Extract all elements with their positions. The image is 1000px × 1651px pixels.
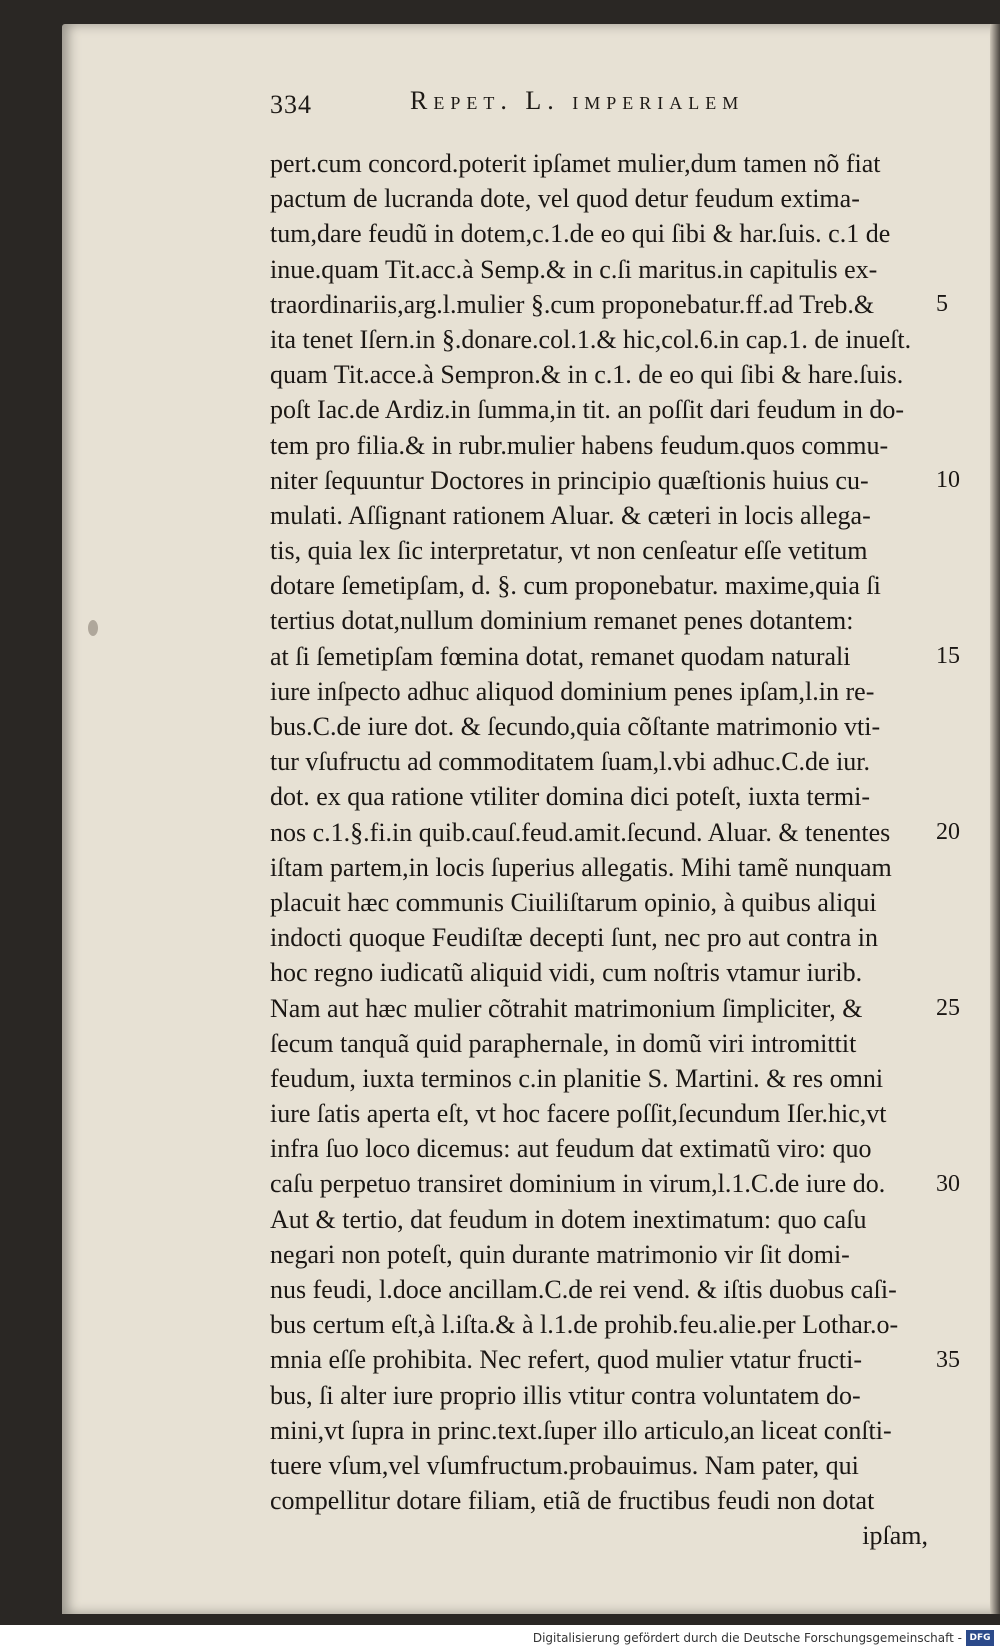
- text-line: tem pro filia.& in rubr.mulier habens feudum.quos commu-: [270, 430, 889, 460]
- text-line: at ſi ſemetipſam fœmina dotat, remanet quodam naturali: [270, 641, 851, 671]
- margin-number: 15: [936, 642, 960, 669]
- text-line: inue.quam Tit.acc.à Semp.& in c.ſi maritus.in capitulis ex-: [270, 254, 878, 284]
- text-line: bus certum eſt,à l.iſta.& à l.1.de prohib.feu.alie.per Lothar.o-: [270, 1310, 899, 1340]
- text-line: hoc regno iudicatũ aliquid vidi, cum noſtris vtamur iurib.: [270, 958, 863, 988]
- margin-number: 35: [936, 1346, 960, 1373]
- margin-number: 30: [936, 1170, 960, 1197]
- text-line: iure ſatis aperta eſt, vt hoc facere poſſit,ſecundum Iſer.hic,vt: [270, 1099, 887, 1129]
- text-line: ipſam,: [862, 1521, 928, 1551]
- text-line: Aut & tertio, dat feudum in dotem inextimatum: quo caſu: [270, 1204, 867, 1234]
- text-line: indocti quoque Feudiſtæ decepti ſunt, nec pro aut contra in: [270, 923, 878, 953]
- footer-bar: [0, 1627, 1000, 1651]
- text-line: tur vſufructu ad commoditatem ſuam,l.vbi adhuc.C.de iur.: [270, 747, 871, 777]
- text-line: Nam aut hæc mulier cõtrahit matrimonium ſimpliciter, &: [270, 993, 863, 1023]
- text-line: placuit hæc communis Ciuiliſtarum opinio, à quibus aliqui: [270, 887, 877, 917]
- text-line: pert.cum concord.poterit ipſamet mulier,dum tamen nõ fiat: [270, 149, 881, 178]
- text-line: tuere vſum,vel vſumfructum.probauimus. Nam pater, qui: [270, 1450, 859, 1480]
- text-line: dotare ſemetipſam, d. §. cum proponebatur. maxime,quia ſi: [270, 571, 881, 601]
- text-line: iſtam partem,in locis ſuperius allegatis. Mihi tamẽ nunquam: [270, 852, 892, 882]
- text-line: caſu perpetuo transiret dominium in virum,l.1.C.de iure do.: [270, 1169, 886, 1199]
- text-line: ita tenet Iſern.in §.donare.col.1.& hic,col.6.in cap.1. de inueſt.: [270, 324, 912, 354]
- margin-number: 20: [936, 818, 960, 845]
- text-line: infra ſuo loco dicemus: aut feudum dat extimatũ viro: quo: [270, 1134, 872, 1164]
- text-line: mulati. Aſſignant rationem Aluar. & cæteri in locis allega-: [270, 500, 871, 530]
- text-line: nus feudi, l.doce ancillam.C.de rei vend. & iſtis duobus caſi-: [270, 1275, 897, 1304]
- text-line: tum,dare feudũ in dotem,c.1.de eo qui ſibi & har.ſuis. c.1 de: [270, 219, 891, 249]
- page-number: 334: [270, 90, 312, 119]
- text-line: iure inſpecto adhuc aliquod dominium penes ipſam,l.in re-: [270, 676, 875, 706]
- text-line: poſt Iac.de Ardiz.in ſumma,in tit. an poſſit dari feudum in do-: [270, 395, 904, 425]
- ink-blot: [88, 620, 98, 636]
- text-line: pactum de lucranda dote, vel quod detur feudum extima-: [270, 184, 860, 214]
- page-edge-shadow: [990, 24, 1000, 1614]
- text-line: bus.C.de iure dot. & ſecundo,quia cõſtante matrimonio vti-: [270, 712, 881, 741]
- text-line: tis, quia lex ſic interpretatur, vt non cenſeatur eſſe vetitum: [270, 536, 868, 566]
- text-line: bus, ſi alter iure proprio illis vtitur contra voluntatem do-: [270, 1380, 861, 1410]
- text-line: feudum, iuxta terminos c.in planitie S. Martini. & res omni: [270, 1063, 884, 1093]
- text-line: mini,vt ſupra in princ.text.ſuper illo articulo,an liceat conſti-: [270, 1415, 892, 1445]
- text-line: ſecum tanquã quid paraphernale, in domũ viri intromittit: [270, 1028, 857, 1058]
- text-line: tertius dotat,nullum dominium remanet penes dotantem:: [270, 606, 854, 636]
- running-title: Repet. L. imperialem: [410, 86, 745, 115]
- body-text: [270, 146, 970, 1554]
- text-line: negari non poteſt, quin durante matrimonio vir ſit domi-: [270, 1239, 850, 1269]
- text-line: compellitur dotare filiam, etiã de fructibus feudi non dotat: [270, 1486, 875, 1516]
- text-line: traordinariis,arg.l.mulier §.cum proponebatur.ff.ad Treb.&: [270, 289, 875, 319]
- text-line: dot. ex qua ratione vtiliter domina dici poteſt, iuxta termi-: [270, 782, 871, 812]
- text-line: nos c.1.§.fi.in quib.cauſ.feud.amit.ſecund. Aluar. & tenentes: [270, 817, 891, 847]
- text-line: niter ſequuntur Doctores in principio quæſtionis huius cu-: [270, 465, 869, 495]
- footer-credit: Digitalisierung gefördert durch die Deutsche Forschungsgemeinschaft -: [532, 1631, 962, 1645]
- margin-number: 25: [936, 994, 960, 1021]
- dfg-logo[interactable]: DFG: [966, 1630, 994, 1646]
- text-line: quam Tit.acce.à Sempron.& in c.1. de eo qui ſibi & hare.ſuis.: [270, 360, 904, 390]
- margin-number: 5: [936, 290, 948, 317]
- margin-number: 10: [936, 466, 960, 493]
- text-line: mnia eſſe prohibita. Nec refert, quod mulier vtatur fructi-: [270, 1345, 862, 1375]
